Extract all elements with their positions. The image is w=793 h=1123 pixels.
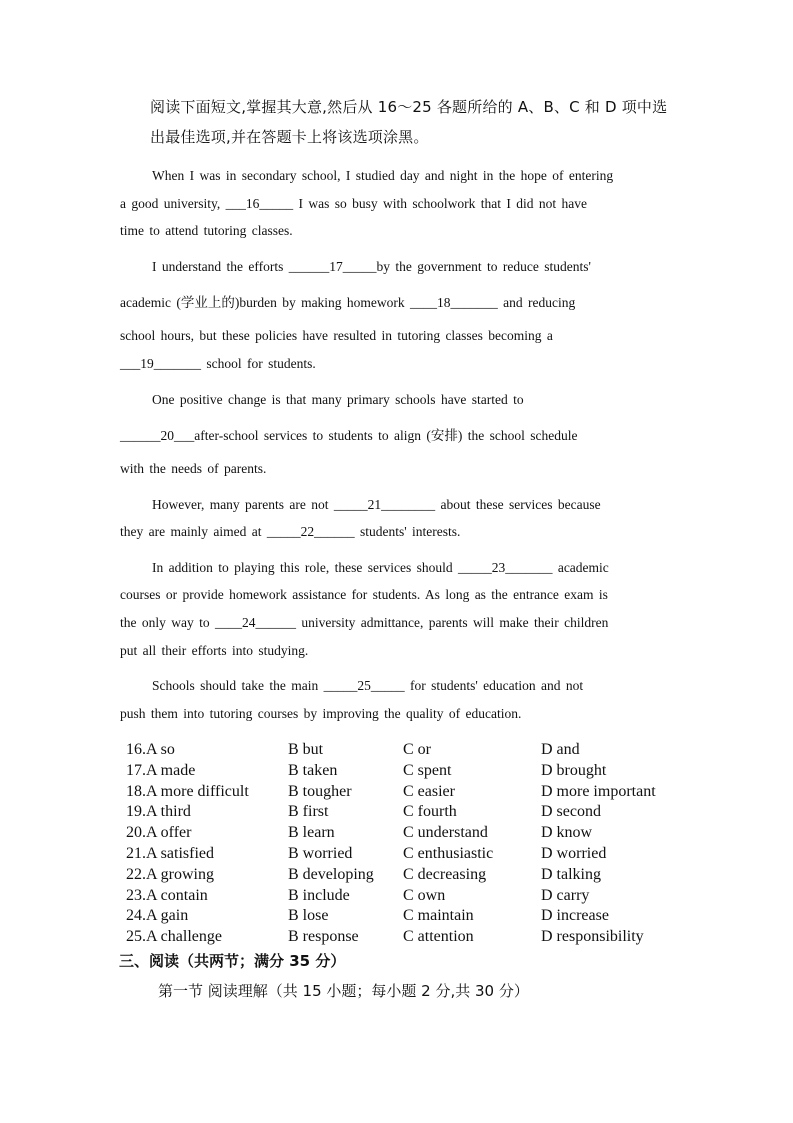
option-question: 19.A third: [126, 803, 191, 820]
option-b: B response: [288, 928, 359, 945]
option-question: 24.A gain: [126, 907, 189, 924]
passage-line: time to attend tutoring classes.: [120, 223, 293, 238]
passage-line: the only way to ____24______ university admittance, parents will make their children: [120, 615, 609, 630]
option-d: D know: [541, 824, 593, 841]
instruction-line-1: 阅读下面短文,掌握其大意,然后从 16～25 各题所给的 A、B、C 和 D 项中选: [150, 98, 668, 116]
option-d: D worried: [541, 845, 607, 862]
option-d: D and: [541, 741, 580, 758]
option-question: 18.A more difficult: [126, 783, 249, 800]
option-b: B worried: [288, 845, 353, 862]
option-question: 22.A growing: [126, 866, 214, 883]
option-d: D carry: [541, 887, 590, 904]
passage-line: school hours, but these policies have resulted in tutoring classes becoming a: [120, 328, 553, 343]
option-b: B but: [288, 741, 324, 758]
option-b: B developing: [288, 866, 374, 883]
option-b: B lose: [288, 907, 329, 924]
option-c: C or: [403, 741, 431, 758]
option-c: C fourth: [403, 803, 457, 820]
option-b: B include: [288, 887, 350, 904]
option-d: D brought: [541, 762, 607, 779]
option-question: 25.A challenge: [126, 928, 222, 945]
option-c: C spent: [403, 762, 452, 779]
option-b: B tougher: [288, 783, 352, 800]
section-heading: 三、阅读（共两节；满分 35 分）: [119, 952, 346, 970]
option-d: D increase: [541, 907, 609, 924]
option-c: C easier: [403, 783, 455, 800]
option-d: D second: [541, 803, 601, 820]
option-d: D responsibility: [541, 928, 644, 945]
passage-line: ______20___after-school services to students to align (安排) the school schedule: [120, 428, 578, 443]
option-c: C understand: [403, 824, 488, 841]
option-b: B first: [288, 803, 329, 820]
passage-line: One positive change is that many primary schools have started to: [152, 392, 524, 407]
passage-line: put all their efforts into studying.: [120, 643, 309, 658]
option-c: C own: [403, 887, 446, 904]
passage-line: ___19_______ school for students.: [120, 356, 316, 371]
option-d: D talking: [541, 866, 601, 883]
option-b: B taken: [288, 762, 338, 779]
option-question: 23.A contain: [126, 887, 208, 904]
option-question: 21.A satisfied: [126, 845, 214, 862]
passage-line: a good university, ___16_____ I was so busy with schoolwork that I did not have: [120, 196, 587, 211]
passage-line: push them into tutoring courses by improving the quality of education.: [120, 706, 522, 721]
passage-line: academic (学业上的)burden by making homework ____18_______ and reducing: [120, 295, 576, 310]
passage-line: with the needs of parents.: [120, 461, 267, 476]
option-question: 17.A made: [126, 762, 196, 779]
option-b: B learn: [288, 824, 335, 841]
instruction-line-2: 出最佳选项,并在答题卡上将该选项涂黑。: [150, 128, 429, 146]
subsection-heading: 第一节 阅读理解（共 15 小题；每小题 2 分,共 30 分）: [158, 982, 529, 1000]
passage-line: When I was in secondary school, I studied day and night in the hope of entering: [152, 168, 614, 183]
option-c: C decreasing: [403, 866, 487, 883]
passage-line: In addition to playing this role, these services should _____23_______ academic: [152, 560, 609, 575]
passage-line: they are mainly aimed at _____22______ students' interests.: [120, 524, 461, 539]
option-c: C enthusiastic: [403, 845, 494, 862]
option-question: 20.A offer: [126, 824, 192, 841]
option-d: D more important: [541, 783, 656, 800]
option-question: 16.A so: [126, 741, 175, 758]
passage-line: courses or provide homework assistance for students. As long as the entrance exam is: [120, 587, 608, 602]
passage-line: However, many parents are not _____21________ about these services because: [152, 497, 601, 512]
option-c: C attention: [403, 928, 474, 945]
passage-line: Schools should take the main _____25_____ for students' education and not: [152, 678, 584, 693]
option-c: C maintain: [403, 907, 474, 924]
passage-line: I understand the efforts ______17_____by the government to reduce students': [152, 259, 591, 274]
